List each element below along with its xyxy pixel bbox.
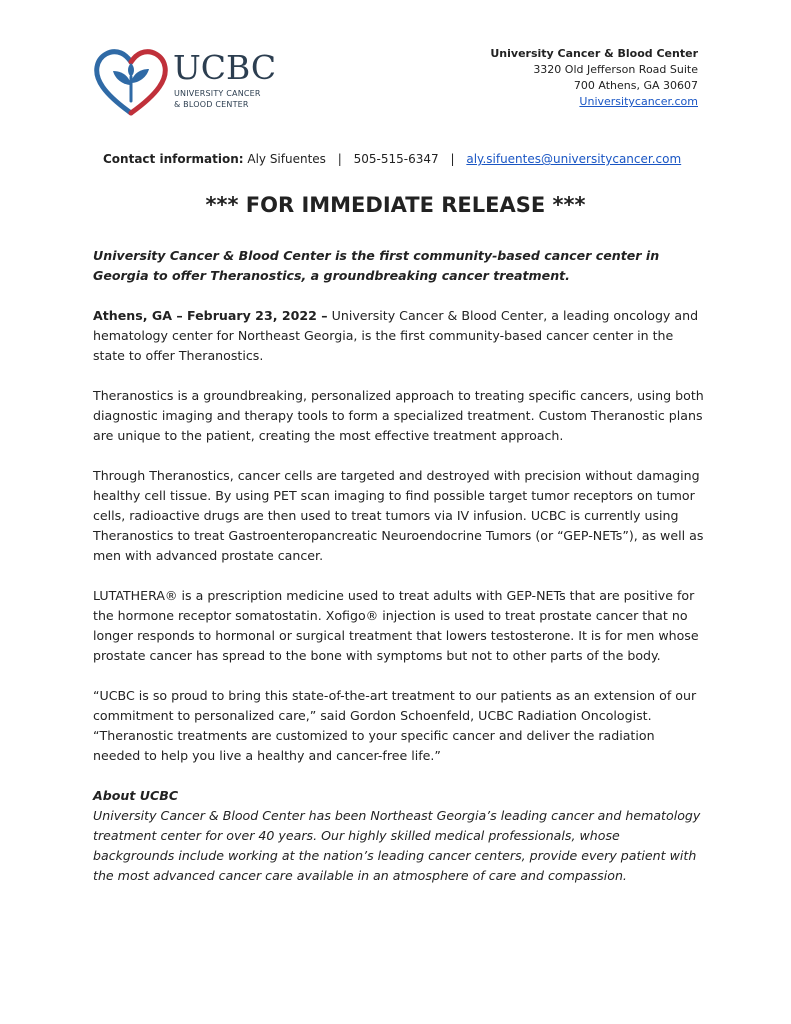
about-title: About UCBC [93, 788, 179, 803]
paragraph-1-text: University Cancer & Blood Center, a leading oncology and hematology center for Northeast Georgia, is the first community-based cancer center in the state to offer Theranostics. [93, 308, 699, 363]
logo-line-2: & BLOOD CENTER [174, 100, 249, 109]
dateline: Athens, GA – February 23, 2022 – [93, 308, 328, 323]
contact-separator: | [337, 152, 342, 166]
address-line-2: 700 Athens, GA 30607 [573, 79, 698, 92]
address-org: University Cancer & Blood Center [490, 47, 698, 60]
logo-abbreviation: UCBC [173, 48, 277, 87]
address-line-1: 3320 Old Jefferson Road Suite [533, 63, 698, 76]
paragraph-1 [93, 306, 705, 366]
address-block [490, 46, 698, 110]
ucbc-logo [93, 47, 283, 117]
press-release-body [93, 246, 705, 886]
paragraph-4: LUTATHERA® is a prescription medicine used to treat adults with GEP-NETs that are positive for the hormone receptor somatostatin. Xofigo® injection is used to treat prostate cancer that no longer responds to hormonal or surgical treatment that lowers testosterone. It is for men whose prostate cancer has spread to the bone with symptoms but not to other parts of the body. [93, 588, 699, 663]
release-banner: *** FOR IMMEDIATE RELEASE *** [205, 193, 586, 217]
contact-line [103, 152, 681, 166]
contact-label: Contact information: [103, 152, 244, 166]
paragraph-5: “UCBC is so proud to bring this state-of-the-art treatment to our patients as an extension of our commitment to personalized care,” said Gordon Schoenfeld, UCBC Radiation Oncologist. “Theranostic treatments are customized to your specific cancer and deliver the radiation needed to help you live a healthy and cancer-free life.” [93, 688, 697, 763]
website-link[interactable]: Universitycancer.com [579, 95, 698, 108]
paragraph-2: Theranostics is a groundbreaking, personalized approach to treating specific cancers, using both diagnostic imaging and therapy tools to form a specialized treatment. Custom Theranostic plans are unique to the patient, creating the most effective treatment approach. [93, 388, 704, 443]
about-body: University Cancer & Blood Center has been Northeast Georgia’s leading cancer and hematology treatment center for over 40 years. Our highly skilled medical professionals, whose backgrounds include working at the nation’s leading cancer centers, provide every patient with the most advanced cancer care available in an atmosphere of care and compassion. [93, 808, 701, 883]
logo-line-1: UNIVERSITY CANCER [174, 89, 261, 98]
contact-phone: 505-515-6347 [353, 152, 439, 166]
heart-leaf-logo-icon [93, 47, 169, 117]
contact-separator: | [450, 152, 455, 166]
paragraph-3: Through Theranostics, cancer cells are targeted and destroyed with precision without damaging healthy cell tissue. By using PET scan imaging to find possible target tumor receptors on tumor cells, radioactive drugs are then used to treat tumors via IV infusion. UCBC is currently using Theranostics to treat Gastroenteropancreatic Neuroendocrine Tumors (or “GEP-NETs”), as well as men with advanced prostate cancer. [93, 468, 704, 563]
contact-name: Aly Sifuentes [247, 152, 326, 166]
headline: University Cancer & Blood Center is the first community-based cancer center in Georgia to offer Theranostics, a groundbreaking cancer treatment. [93, 248, 660, 283]
contact-email-link[interactable]: aly.sifuentes@universitycancer.com [466, 152, 682, 166]
